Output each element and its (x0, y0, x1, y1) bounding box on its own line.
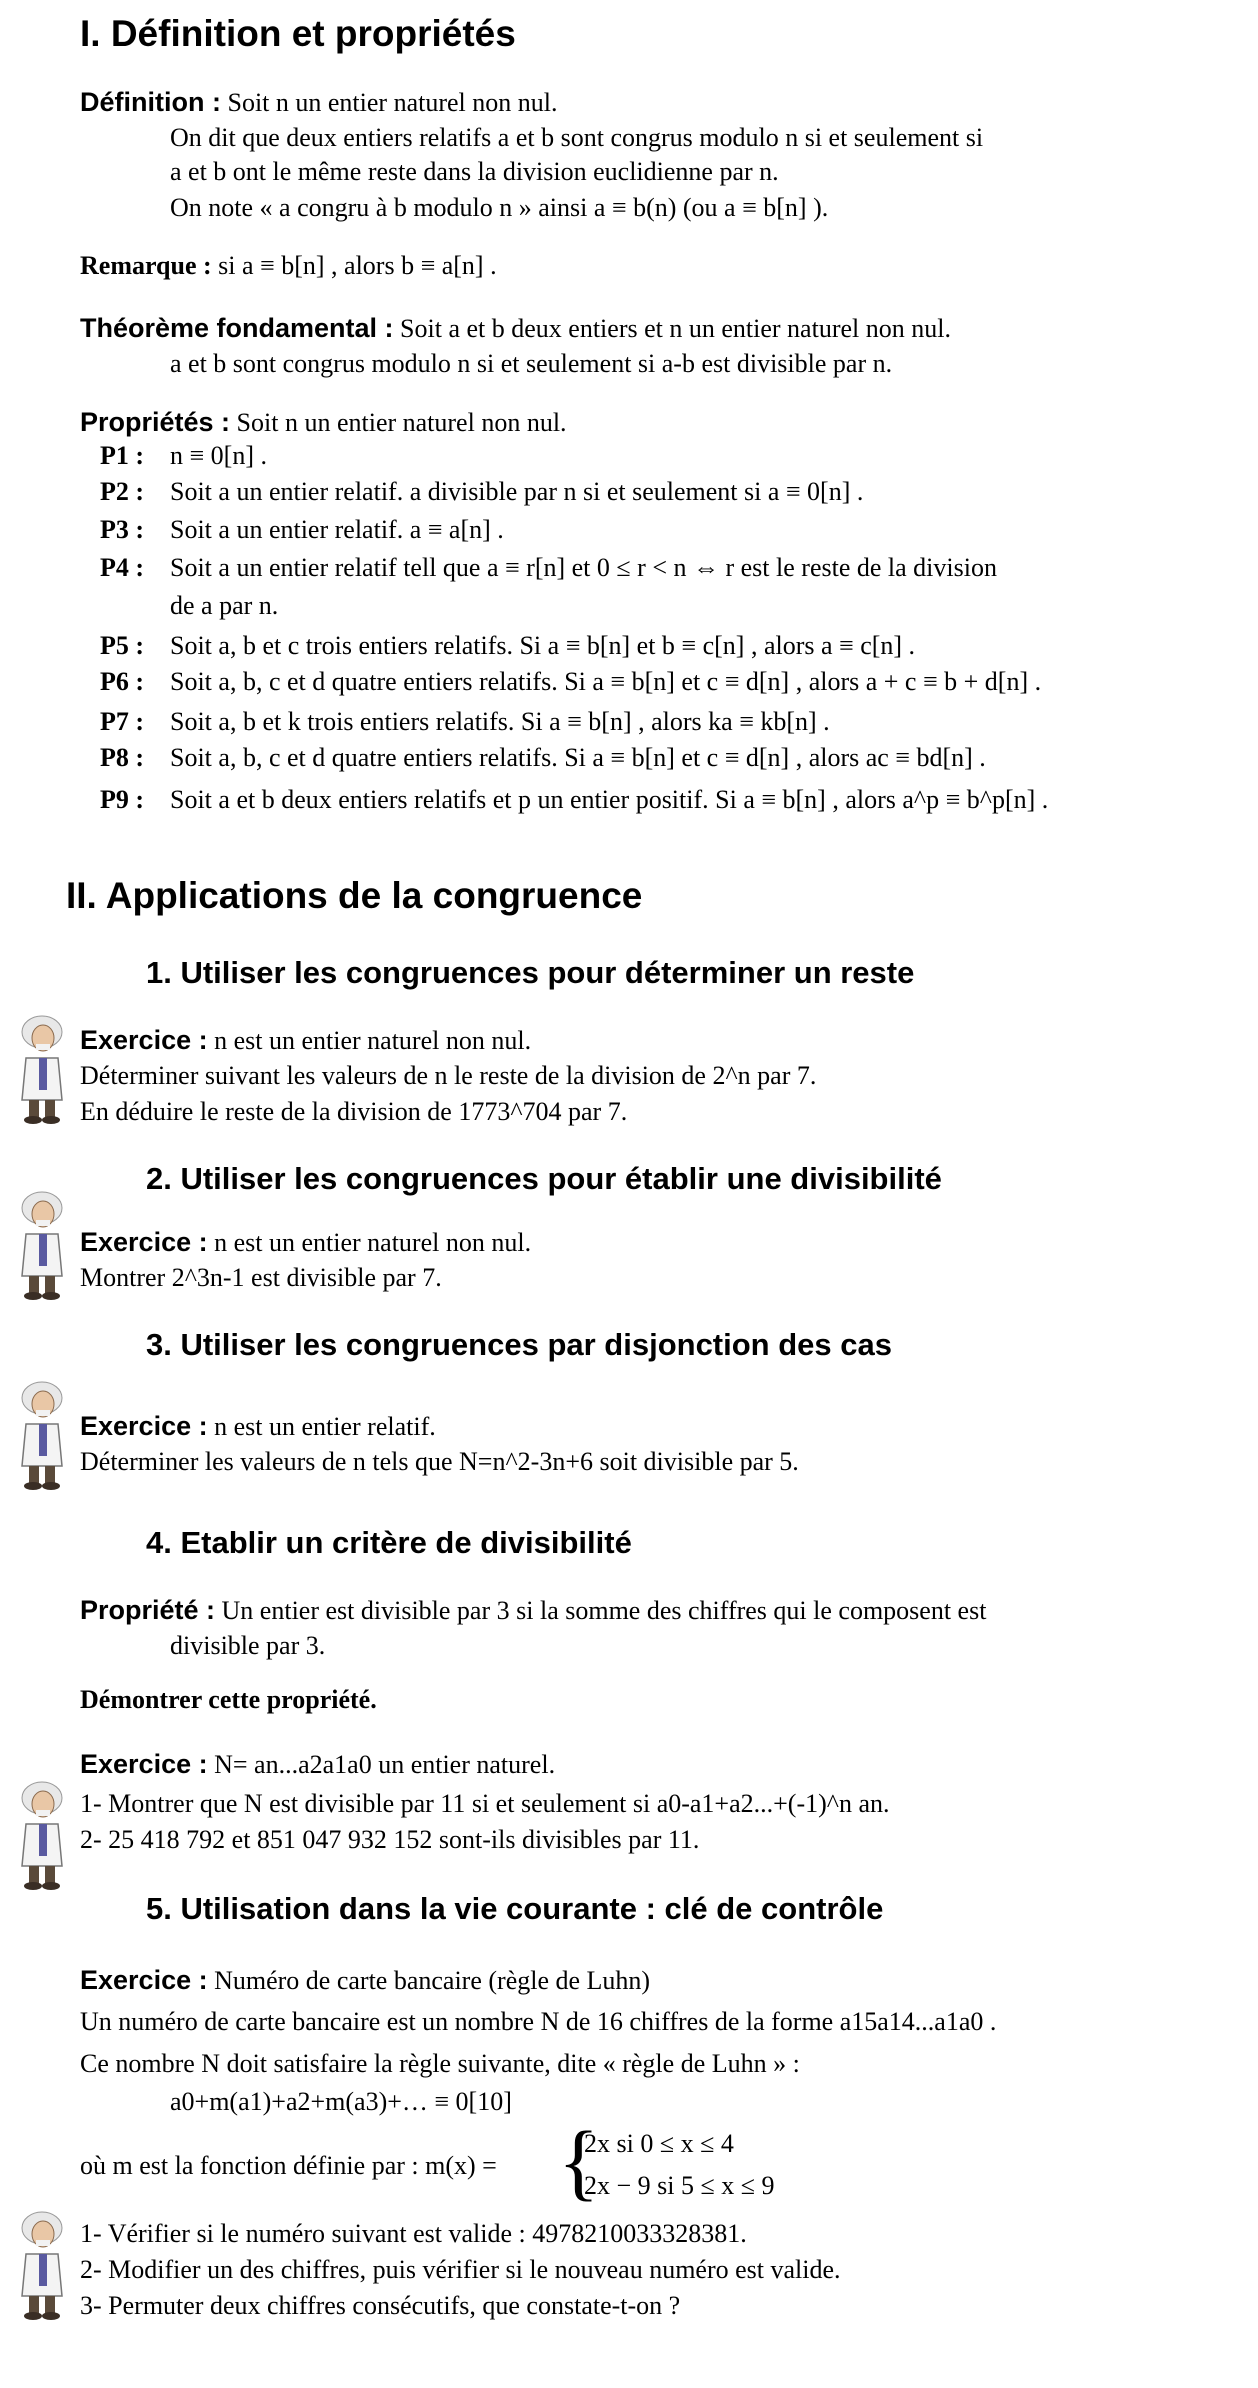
property-line-2: divisible par 3. (170, 1631, 326, 1660)
properties-label: Propriétés : (80, 407, 231, 437)
property-text: n ≡ 0[n] . (170, 441, 267, 470)
demonstrate-instruction: Démontrer cette propriété. (80, 1685, 377, 1714)
exercise-label: Exercice : (80, 1411, 208, 1441)
remark-label: Remarque : (80, 251, 212, 280)
property-text: Soit a un entier relatif. a ≡ a[n] . (170, 515, 504, 544)
property-text: Soit a, b et k trois entiers relatifs. Si a ≡ b[n] , alors ka ≡ kb[n] . (170, 707, 830, 736)
professor-icon (12, 1184, 72, 1302)
exercise-1-line-2: Déterminer suivant les valeurs de n le reste de la division de 2^n par 7. (80, 1061, 817, 1090)
subsection-title-3: 3. Utiliser les congruences par disjonction des cas (146, 1327, 892, 1362)
exercise-2 (80, 1226, 531, 1258)
subsection-title-2: 2. Utiliser les congruences pour établir une divisibilité (146, 1161, 942, 1196)
exercise-5-title: Numéro de carte bancaire (règle de Luhn) (214, 1966, 651, 1995)
section-title-2: II. Applications de la congruence (66, 875, 643, 916)
exercise-2-line-1: n est un entier naturel non nul. (214, 1228, 532, 1257)
theorem-line-2: a et b sont congrus modulo n si et seulement si a-b est divisible par n. (170, 349, 893, 378)
exercise-3-line-2: Déterminer les valeurs de n tels que N=n^2-3n+6 soit divisible par 5. (80, 1447, 799, 1476)
property-key: P7 : (100, 707, 145, 736)
exercise-label: Exercice : (80, 1749, 208, 1779)
exercise-4-line-1: N= an...a2a1a0 un entier naturel. (214, 1750, 556, 1779)
property-text: Soit a un entier relatif. a divisible par n si et seulement si a ≡ 0[n] . (170, 477, 864, 506)
professor-icon (12, 2204, 72, 2322)
property-item (100, 552, 997, 583)
property-key: P2 : (100, 477, 145, 506)
properties-header (80, 406, 567, 438)
property-text: Soit a, b, c et d quatre entiers relatifs. Si a ≡ b[n] et c ≡ d[n] , alors ac ≡ bd[n] . (170, 743, 986, 772)
property-item (100, 630, 915, 661)
exercise-1-line-3: En déduire le reste de la division de 1773^704 par 7. (80, 1097, 628, 1126)
property-key: P5 : (100, 631, 145, 660)
property-key: P8 : (100, 743, 145, 772)
remark-text: si a ≡ b[n] , alors b ≡ a[n] . (218, 251, 497, 280)
subsection-title-4: 4. Etablir un critère de divisibilité (146, 1525, 632, 1560)
property-item (100, 514, 504, 545)
professor-icon (12, 1774, 72, 1892)
subsection-title-1: 1. Utiliser les congruences pour déterminer un reste (146, 955, 915, 990)
exercise-label: Exercice : (80, 1025, 208, 1055)
property-item (100, 440, 267, 471)
function-definition: où m est la fonction définie par : m(x) = (80, 2151, 497, 2180)
property-key: P3 : (100, 515, 145, 544)
property-key: P1 : (100, 441, 145, 470)
definition-line-1: On dit que deux entiers relatifs a et b sont congrus modulo n si et seulement si (170, 123, 984, 152)
exercise-5-line-2: Ce nombre N doit satisfaire la règle suivante, dite « règle de Luhn » : (80, 2049, 800, 2078)
property-text: Soit a, b et c trois entiers relatifs. Si a ≡ b[n] et b ≡ c[n] , alors a ≡ c[n] . (170, 631, 916, 660)
professor-icon (12, 1374, 72, 1492)
exercise-2-line-2: Montrer 2^3n-1 est divisible par 7. (80, 1263, 442, 1292)
exercise-4-line-2: 1- Montrer que N est divisible par 11 si et seulement si a0-a1+a2...+(-1)^n an. (80, 1789, 890, 1818)
property-item (100, 590, 278, 621)
function-case-2: 2x − 9 si 5 ≤ x ≤ 9 (584, 2171, 775, 2200)
function-case-1: 2x si 0 ≤ x ≤ 4 (584, 2129, 734, 2158)
property-text: Soit a, b, c et d quatre entiers relatifs. Si a ≡ b[n] et c ≡ d[n] , alors a + c ≡ b + d[n] . (170, 667, 1042, 696)
properties-intro: Soit n un entier naturel non nul. (236, 408, 567, 437)
exercise-3-line-1: n est un entier relatif. (214, 1412, 436, 1441)
exercise-4 (80, 1748, 555, 1780)
exercise-5 (80, 1964, 650, 1996)
section-title-1: I. Définition et propriétés (80, 13, 516, 54)
property-key: P4 : (100, 553, 145, 582)
exercise-label: Exercice : (80, 1227, 208, 1257)
professor-icon (12, 1008, 72, 1126)
property (80, 1594, 986, 1626)
property-item (100, 666, 1041, 697)
cases-brace: { (558, 2113, 600, 2209)
exercise-1-line-1: n est un entier naturel non nul. (214, 1026, 532, 1055)
luhn-formula: a0+m(a1)+a2+m(a3)+… ≡ 0[10] (170, 2087, 512, 2116)
theorem-line-1: Soit a et b deux entiers et n un entier naturel non nul. (400, 314, 951, 343)
theorem-label: Théorème fondamental : (80, 313, 394, 343)
property-item (100, 476, 863, 507)
question-1: 1- Vérifier si le numéro suivant est valide : 4978210033328381. (80, 2219, 747, 2248)
exercise-1 (80, 1024, 531, 1056)
property-text: Soit a un entier relatif tell que a ≡ r[n] et 0 ≤ r < n ⇔ r est le reste de la division (170, 553, 997, 582)
property-key: P9 : (100, 785, 145, 814)
property-item (100, 742, 986, 773)
definition (80, 86, 558, 118)
question-3: 3- Permuter deux chiffres consécutifs, que constate-t-on ? (80, 2291, 681, 2320)
subsection-title-5: 5. Utilisation dans la vie courante : clé de contrôle (146, 1891, 884, 1926)
property-item (100, 706, 830, 737)
exercise-3 (80, 1410, 436, 1442)
definition-label: Définition : (80, 87, 221, 117)
property-item (100, 784, 1048, 815)
exercise-4-line-3: 2- 25 418 792 et 851 047 932 152 sont-ils divisibles par 11. (80, 1825, 700, 1854)
property-text: de a par n. (170, 591, 279, 620)
exercise-5-line-1: Un numéro de carte bancaire est un nombre N de 16 chiffres de la forme a15a14...a1a0 . (80, 2007, 997, 2036)
theorem (80, 312, 951, 344)
property-key: P6 : (100, 667, 145, 696)
remark (80, 250, 497, 281)
property-label: Propriété : (80, 1595, 216, 1625)
definition-line-2: a et b ont le même reste dans la division euclidienne par n. (170, 157, 779, 186)
property-text: Soit a et b deux entiers relatifs et p un entier positif. Si a ≡ b[n] , alors a^p ≡ b^p[n] . (170, 785, 1049, 814)
question-2: 2- Modifier un des chiffres, puis vérifier si le nouveau numéro est valide. (80, 2255, 841, 2284)
definition-intro: Soit n un entier naturel non nul. (227, 88, 558, 117)
exercise-label: Exercice : (80, 1965, 208, 1995)
property-line-1: Un entier est divisible par 3 si la somme des chiffres qui le composent est (221, 1596, 987, 1625)
definition-line-3: On note « a congru à b modulo n » ainsi a ≡ b(n) (ou a ≡ b[n] ). (170, 193, 829, 222)
